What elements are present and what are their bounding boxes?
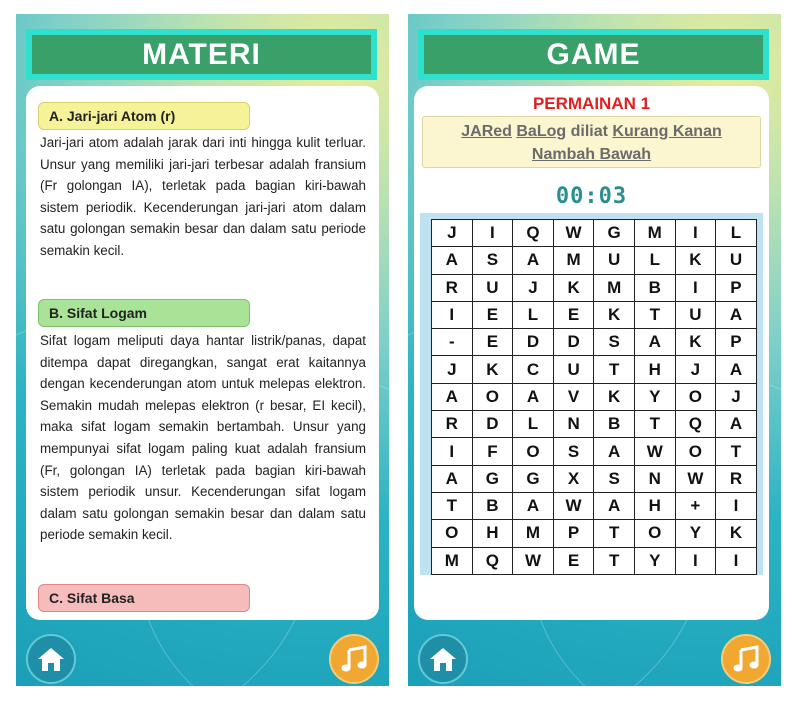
grid-row xyxy=(432,520,757,547)
grid-cell[interactable]: O xyxy=(432,520,473,547)
grid-row xyxy=(432,383,757,410)
grid-cell[interactable]: A xyxy=(432,247,473,274)
grid-cell[interactable]: L xyxy=(634,247,675,274)
grid-cell[interactable]: U xyxy=(675,301,716,328)
grid-cell[interactable]: G xyxy=(594,220,635,247)
grid-cell[interactable]: W xyxy=(553,492,594,519)
grid-cell[interactable]: A xyxy=(432,383,473,410)
grid-row xyxy=(432,329,757,356)
grid-cell[interactable]: N xyxy=(553,411,594,438)
hint-word-balog: BaLog xyxy=(516,123,567,140)
grid-cell[interactable]: U xyxy=(553,356,594,383)
game-content-card xyxy=(414,86,769,620)
grid-cell[interactable]: T xyxy=(594,547,635,574)
grid-cell[interactable]: B xyxy=(634,274,675,301)
grid-cell[interactable]: G xyxy=(472,465,513,492)
grid-cell[interactable]: O xyxy=(634,520,675,547)
grid-cell[interactable]: A xyxy=(513,383,554,410)
grid-row xyxy=(432,274,757,301)
grid-cell[interactable]: L xyxy=(513,411,554,438)
materi-title-bar xyxy=(26,29,377,80)
grid-cell[interactable]: K xyxy=(675,247,716,274)
grid-cell[interactable]: S xyxy=(553,438,594,465)
grid-row xyxy=(432,438,757,465)
grid-cell[interactable]: M xyxy=(553,247,594,274)
grid-cell[interactable]: J xyxy=(675,356,716,383)
grid-cell[interactable]: K xyxy=(472,356,513,383)
grid-cell[interactable]: A xyxy=(594,438,635,465)
grid-cell[interactable]: U xyxy=(472,274,513,301)
grid-cell[interactable]: W xyxy=(634,438,675,465)
grid-cell[interactable]: D xyxy=(472,411,513,438)
grid-cell[interactable]: Y xyxy=(675,520,716,547)
grid-cell[interactable]: U xyxy=(716,247,757,274)
game-panel xyxy=(408,14,781,686)
section-heading-jari-jari: A. Jari-jari Atom (r) xyxy=(38,102,250,130)
grid-cell[interactable]: H xyxy=(472,520,513,547)
word-search-grid-container xyxy=(420,213,763,575)
grid-row xyxy=(432,356,757,383)
grid-cell[interactable]: T xyxy=(594,356,635,383)
grid-row xyxy=(432,492,757,519)
grid-row xyxy=(432,220,757,247)
grid-cell[interactable]: S xyxy=(472,247,513,274)
grid-row xyxy=(432,301,757,328)
grid-cell[interactable]: A xyxy=(716,301,757,328)
grid-cell[interactable]: Q xyxy=(513,220,554,247)
grid-cell[interactable]: T xyxy=(634,411,675,438)
grid-cell[interactable]: Y xyxy=(634,383,675,410)
game-timer: 00:03 xyxy=(555,184,628,209)
home-icon xyxy=(428,645,458,673)
grid-cell[interactable]: I xyxy=(432,301,473,328)
grid-cell[interactable]: L xyxy=(513,301,554,328)
hint-box xyxy=(422,116,761,168)
grid-cell[interactable]: I xyxy=(716,492,757,519)
grid-cell[interactable]: C xyxy=(513,356,554,383)
section-heading-sifat-basa: C. Sifat Basa xyxy=(38,584,250,612)
grid-cell[interactable]: K xyxy=(553,274,594,301)
grid-cell[interactable]: P xyxy=(716,274,757,301)
grid-cell[interactable]: P xyxy=(716,329,757,356)
grid-cell[interactable]: I xyxy=(716,547,757,574)
grid-cell[interactable]: K xyxy=(716,520,757,547)
materi-content-card[interactable] xyxy=(26,86,379,620)
grid-cell[interactable]: U xyxy=(594,247,635,274)
music-button[interactable] xyxy=(329,634,379,684)
grid-cell[interactable]: X xyxy=(553,465,594,492)
grid-cell[interactable]: T xyxy=(594,520,635,547)
grid-cell[interactable]: + xyxy=(675,492,716,519)
grid-cell[interactable]: A xyxy=(513,492,554,519)
grid-cell[interactable]: A xyxy=(716,411,757,438)
grid-row xyxy=(432,247,757,274)
grid-cell[interactable]: E xyxy=(472,329,513,356)
grid-cell[interactable]: A xyxy=(432,465,473,492)
grid-cell[interactable]: K xyxy=(594,383,635,410)
grid-cell[interactable]: E xyxy=(553,547,594,574)
grid-cell[interactable]: J xyxy=(432,220,473,247)
music-note-icon xyxy=(731,644,761,674)
grid-row xyxy=(432,547,757,574)
grid-cell[interactable]: I xyxy=(472,220,513,247)
grid-cell[interactable]: J xyxy=(513,274,554,301)
word-search-grid[interactable] xyxy=(431,219,757,575)
grid-cell[interactable]: O xyxy=(675,438,716,465)
materi-panel xyxy=(16,14,389,686)
grid-cell[interactable]: D xyxy=(513,329,554,356)
grid-cell[interactable]: Y xyxy=(634,547,675,574)
grid-cell[interactable]: O xyxy=(472,383,513,410)
music-note-icon xyxy=(339,644,369,674)
grid-cell[interactable]: L xyxy=(716,220,757,247)
grid-cell[interactable]: B xyxy=(472,492,513,519)
grid-cell[interactable]: M xyxy=(594,274,635,301)
grid-cell[interactable]: K xyxy=(675,329,716,356)
grid-cell[interactable]: W xyxy=(675,465,716,492)
grid-cell[interactable]: E xyxy=(472,301,513,328)
grid-cell[interactable]: Q xyxy=(472,547,513,574)
grid-cell[interactable]: W xyxy=(513,547,554,574)
grid-cell[interactable]: D xyxy=(553,329,594,356)
home-button[interactable] xyxy=(418,634,468,684)
grid-cell[interactable]: T xyxy=(716,438,757,465)
section-heading-sifat-logam: B. Sifat Logam xyxy=(38,299,250,327)
grid-cell[interactable]: I xyxy=(675,547,716,574)
grid-cell[interactable]: A xyxy=(594,492,635,519)
grid-cell[interactable]: J xyxy=(432,356,473,383)
grid-cell[interactable]: T xyxy=(634,301,675,328)
grid-cell[interactable]: M xyxy=(513,520,554,547)
grid-cell[interactable]: W xyxy=(553,220,594,247)
grid-cell[interactable]: R xyxy=(432,274,473,301)
grid-cell[interactable]: Q xyxy=(675,411,716,438)
grid-cell[interactable]: S xyxy=(594,465,635,492)
grid-cell[interactable]: F xyxy=(472,438,513,465)
hint-word-kurang-kanan: Kurang Kanan xyxy=(612,123,722,140)
grid-cell[interactable]: G xyxy=(513,465,554,492)
grid-cell[interactable]: A xyxy=(513,247,554,274)
grid-row xyxy=(432,411,757,438)
grid-cell[interactable]: E xyxy=(553,301,594,328)
grid-cell[interactable]: P xyxy=(553,520,594,547)
grid-cell[interactable]: N xyxy=(634,465,675,492)
grid-cell[interactable]: J xyxy=(716,383,757,410)
grid-cell[interactable]: A xyxy=(634,329,675,356)
music-button[interactable] xyxy=(721,634,771,684)
section-text-sifat-logam: Sifat logam meliputi daya hantar listrik/panas, dapat ditempa dapat diregangkan, sangat erat kaitannya dengan kecenderungan atom untuk melepas elektron. Semakin mudah melepas elektron (r besar, EI kecil), maka sifat logam semakin bertambah. Unsur yang mempunyai sifat logam paling kuat adalah fransium (Fr, golongan IA) terletak pada bagian kiri-bawah sistem periodik unsur. Kecenderungan sifat logam dalam satu golongan semakin besar dan dalam satu periode semakin kecil. xyxy=(40,333,366,543)
hint-word-nambah-bawah: Nambah Bawah xyxy=(531,146,652,163)
game-title: GAME xyxy=(424,35,763,74)
grid-cell[interactable]: V xyxy=(553,383,594,410)
grid-cell[interactable]: I xyxy=(432,438,473,465)
grid-cell[interactable]: I xyxy=(675,274,716,301)
grid-cell[interactable]: - xyxy=(432,329,473,356)
grid-cell[interactable]: K xyxy=(594,301,635,328)
home-button[interactable] xyxy=(26,634,76,684)
grid-cell[interactable]: O xyxy=(513,438,554,465)
grid-cell[interactable]: M xyxy=(432,547,473,574)
permainan-title: PERMAINAN 1 xyxy=(532,94,651,113)
home-icon xyxy=(36,645,66,673)
hint-word-jared: JARed xyxy=(461,123,512,140)
grid-cell[interactable]: I xyxy=(675,220,716,247)
grid-cell[interactable]: M xyxy=(634,220,675,247)
grid-cell[interactable]: T xyxy=(432,492,473,519)
grid-cell[interactable]: H xyxy=(634,356,675,383)
grid-cell[interactable]: R xyxy=(716,465,757,492)
grid-cell[interactable]: R xyxy=(432,411,473,438)
materi-title: MATERI xyxy=(32,35,371,74)
hint-word-diliat: diliat xyxy=(570,123,608,140)
grid-cell[interactable]: H xyxy=(634,492,675,519)
game-title-bar xyxy=(418,29,769,80)
grid-cell[interactable]: O xyxy=(675,383,716,410)
grid-cell[interactable]: B xyxy=(594,411,635,438)
grid-cell[interactable]: S xyxy=(594,329,635,356)
grid-cell[interactable]: A xyxy=(716,356,757,383)
grid-row xyxy=(432,465,757,492)
section-text-jari-jari: Jari-jari atom adalah jarak dari inti hingga kulit terluar. Unsur yang memiliki jari-jari terbesar adalah fransium (Fr golongan IA), terletak pada bagian kiri-bawah sistem periodik. Kecenderungan jari-jari atom dalam satu golongan semakin besar dan dalam satu periode semakin kecil. xyxy=(40,135,366,258)
